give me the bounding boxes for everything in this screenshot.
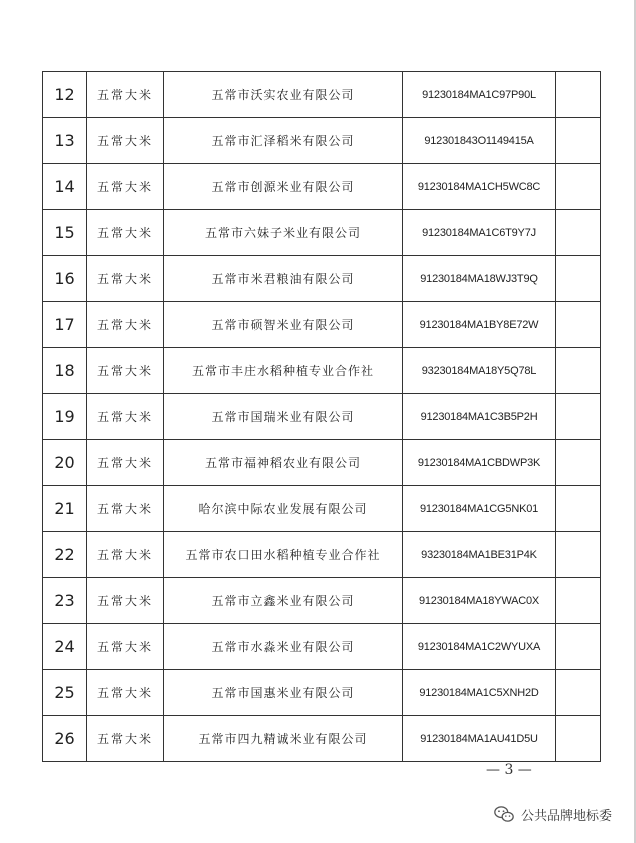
company-name: 五常市农口田水稻种植专业合作社 (164, 532, 403, 578)
company-name: 五常市汇泽稻米有限公司 (164, 118, 403, 164)
credit-code: 91230184MA1C97P90L (403, 72, 556, 118)
remarks-cell (556, 670, 601, 716)
row-number: 21 (43, 486, 87, 532)
table-row (43, 716, 601, 762)
credit-code: 91230184MA18WJ3T9Q (403, 256, 556, 302)
table-row (43, 624, 601, 670)
credit-code: 91230184MA1BY8E72W (403, 302, 556, 348)
company-name: 五常市国瑞米业有限公司 (164, 394, 403, 440)
product-name: 五常大米 (87, 256, 164, 302)
table-row (43, 210, 601, 256)
company-name: 五常市六妹子米业有限公司 (164, 210, 403, 256)
registry-table (42, 71, 601, 762)
table-row (43, 348, 601, 394)
company-name: 哈尔滨中际农业发展有限公司 (164, 486, 403, 532)
product-name: 五常大米 (87, 486, 164, 532)
table-row (43, 486, 601, 532)
company-name: 五常市沃实农业有限公司 (164, 72, 403, 118)
credit-code: 91230184MA1C2WYUXA (403, 624, 556, 670)
row-number: 17 (43, 302, 87, 348)
company-name: 五常市立鑫米业有限公司 (164, 578, 403, 624)
product-name: 五常大米 (87, 164, 164, 210)
row-number: 14 (43, 164, 87, 210)
remarks-cell (556, 578, 601, 624)
row-number: 16 (43, 256, 87, 302)
company-name: 五常市福神稻农业有限公司 (164, 440, 403, 486)
company-name: 五常市国惠米业有限公司 (164, 670, 403, 716)
row-number: 18 (43, 348, 87, 394)
product-name: 五常大米 (87, 118, 164, 164)
remarks-cell (556, 532, 601, 578)
table-row (43, 394, 601, 440)
credit-code: 91230184MA1C6T9Y7J (403, 210, 556, 256)
product-name: 五常大米 (87, 532, 164, 578)
remarks-cell (556, 486, 601, 532)
product-name: 五常大米 (87, 670, 164, 716)
table-row (43, 440, 601, 486)
table-row (43, 670, 601, 716)
company-name: 五常市创源米业有限公司 (164, 164, 403, 210)
company-name: 五常市硕智米业有限公司 (164, 302, 403, 348)
credit-code: 91230184MA1C3B5P2H (403, 394, 556, 440)
product-name: 五常大米 (87, 394, 164, 440)
row-number: 12 (43, 72, 87, 118)
credit-code: 93230184MA1BE31P4K (403, 532, 556, 578)
wechat-icon (493, 803, 515, 825)
product-name: 五常大米 (87, 348, 164, 394)
credit-code: 91230184MA1AU41D5U (403, 716, 556, 762)
remarks-cell (556, 256, 601, 302)
row-number: 22 (43, 532, 87, 578)
remarks-cell (556, 394, 601, 440)
remarks-cell (556, 716, 601, 762)
remarks-cell (556, 210, 601, 256)
product-name: 五常大米 (87, 72, 164, 118)
row-number: 26 (43, 716, 87, 762)
table-row (43, 72, 601, 118)
row-number: 23 (43, 578, 87, 624)
remarks-cell (556, 302, 601, 348)
remarks-cell (556, 164, 601, 210)
credit-code: 91230184MA1C5XNH2D (403, 670, 556, 716)
row-number: 24 (43, 624, 87, 670)
row-number: 15 (43, 210, 87, 256)
row-number: 20 (43, 440, 87, 486)
row-number: 13 (43, 118, 87, 164)
watermark (493, 803, 612, 825)
company-name: 五常市米君粮油有限公司 (164, 256, 403, 302)
remarks-cell (556, 72, 601, 118)
credit-code: 91230184MA1CH5WC8C (403, 164, 556, 210)
product-name: 五常大米 (87, 302, 164, 348)
remarks-cell (556, 348, 601, 394)
page-number: — 3 — (486, 762, 532, 778)
table-row (43, 256, 601, 302)
product-name: 五常大米 (87, 210, 164, 256)
product-name: 五常大米 (87, 578, 164, 624)
product-name: 五常大米 (87, 624, 164, 670)
table-row (43, 302, 601, 348)
table-row (43, 578, 601, 624)
watermark-text: 公共品牌地标委 (520, 808, 612, 824)
product-name: 五常大米 (87, 440, 164, 486)
credit-code: 93230184MA18Y5Q78L (403, 348, 556, 394)
row-number: 19 (43, 394, 87, 440)
company-name: 五常市水淼米业有限公司 (164, 624, 403, 670)
credit-code: 91230184MA1CG5NK01 (403, 486, 556, 532)
row-number: 25 (43, 670, 87, 716)
product-name: 五常大米 (87, 716, 164, 762)
remarks-cell (556, 118, 601, 164)
credit-code: 91230184MA18YWAC0X (403, 578, 556, 624)
table-row (43, 164, 601, 210)
credit-code: 91230184MA1CBDWP3K (403, 440, 556, 486)
registry-table-body (43, 72, 601, 762)
company-name: 五常市丰庄水稻种植专业合作社 (164, 348, 403, 394)
company-name: 五常市四九精诚米业有限公司 (164, 716, 403, 762)
table-row (43, 532, 601, 578)
table-row (43, 118, 601, 164)
remarks-cell (556, 440, 601, 486)
credit-code: 912301843O1149415A (403, 118, 556, 164)
remarks-cell (556, 624, 601, 670)
